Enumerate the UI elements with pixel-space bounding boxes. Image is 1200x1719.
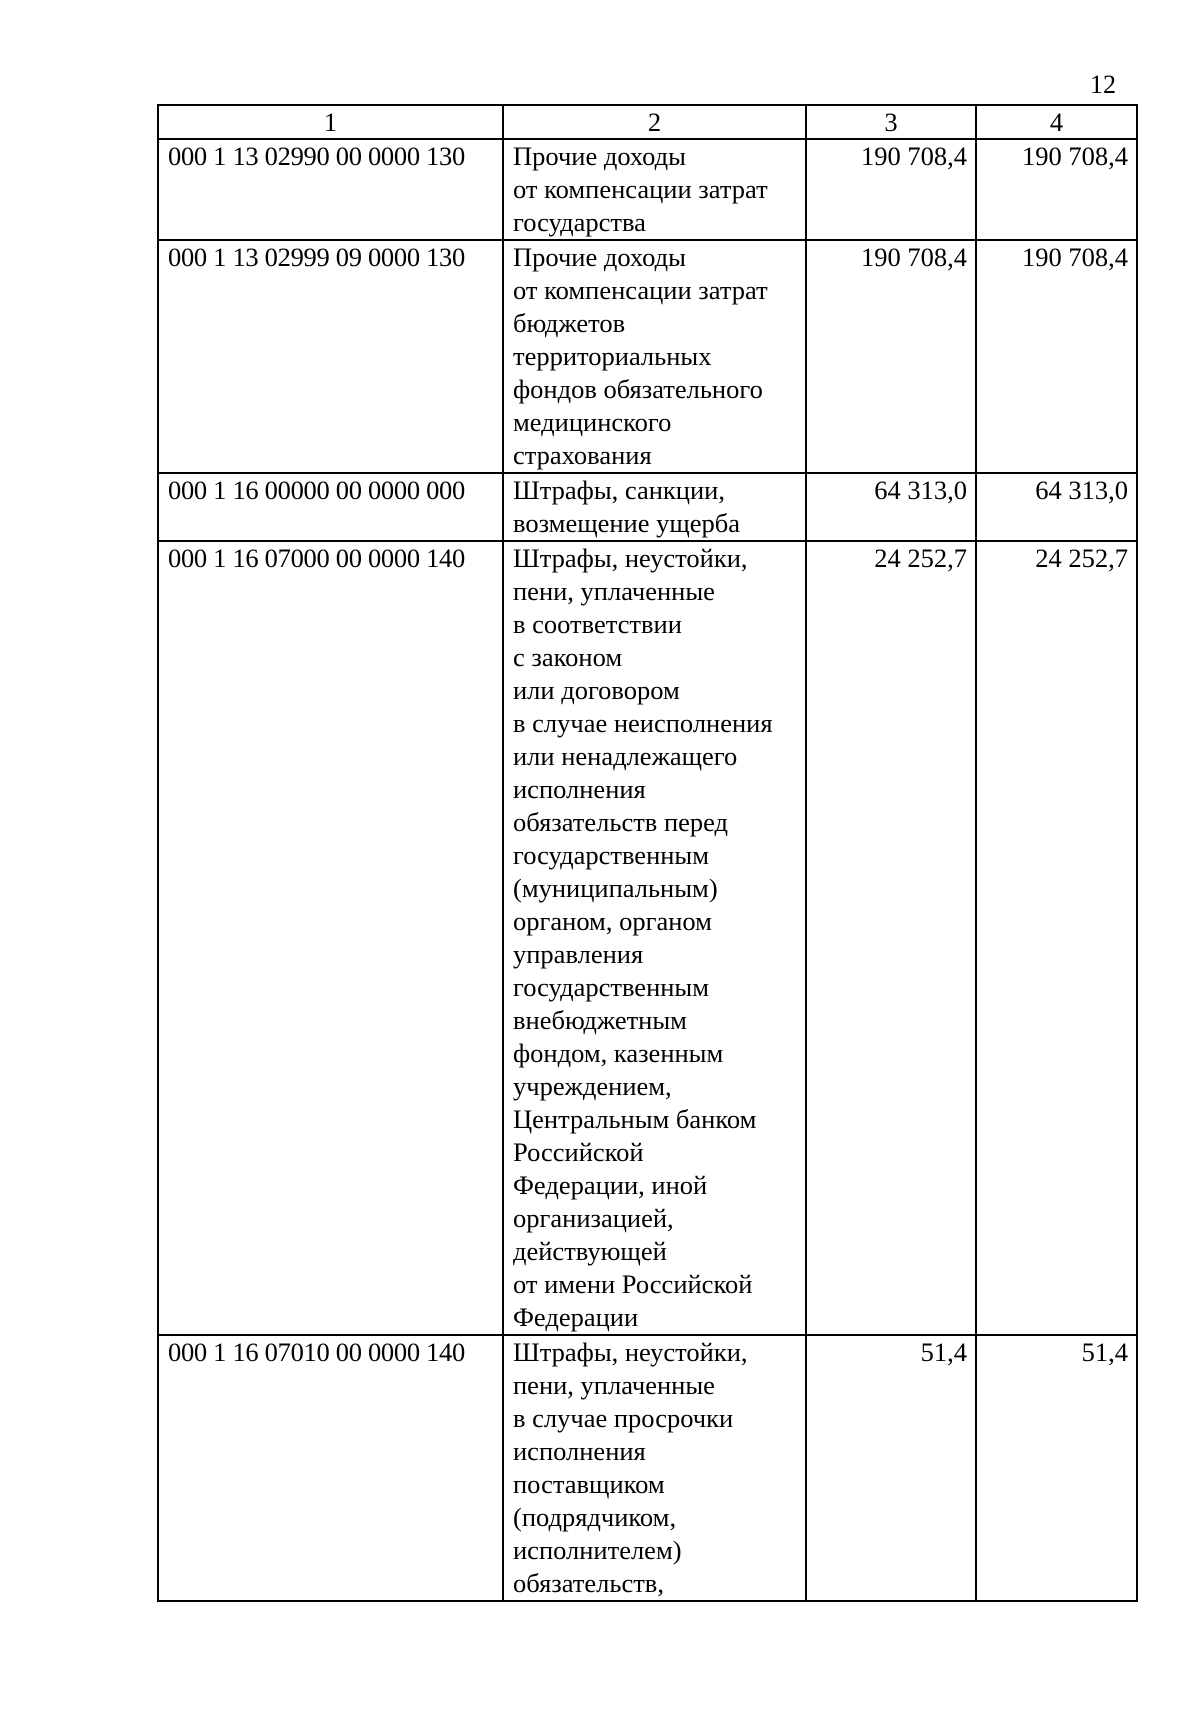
amount-col-4-cell: 24 252,7 [976,541,1137,1335]
page-number: 12 [1090,70,1116,99]
table-row [158,473,1137,541]
income-name-line: Прочие доходы [513,141,686,171]
income-name-line: Штрафы, неустойки, [513,1337,748,1367]
income-name-cell [503,473,806,541]
income-name-line: пени, уплаченные [513,576,715,606]
income-name-line: пени, уплаченные [513,1370,715,1400]
income-name-line: Федерации [513,1302,639,1332]
income-name-line: управления [513,939,644,969]
income-name-line: организацией, [513,1203,674,1233]
income-name-line: бюджетов [513,308,626,338]
income-name-line: органом, органом [513,906,712,936]
amount-col-4-cell: 190 708,4 [976,240,1137,473]
table-row [158,240,1137,473]
income-name-line: территориальных [513,341,712,371]
budget-code-cell: 000 1 16 07000 00 0000 140 [158,541,503,1335]
income-name-line: (муниципальным) [513,873,718,903]
amount-col-4-cell: 51,4 [976,1335,1137,1601]
income-name-line: обязательств перед [513,807,729,837]
amount-col-3-cell: 51,4 [806,1335,976,1601]
budget-code-cell: 000 1 16 07010 00 0000 140 [158,1335,503,1601]
income-name-line: Федерации, иной [513,1170,708,1200]
amount-col-4-cell: 190 708,4 [976,139,1137,240]
income-name-line: в случае неисполнения [513,708,773,738]
income-name-cell [503,240,806,473]
income-name-line: возмещение ущерба [513,508,741,538]
amount-col-4-cell: 64 313,0 [976,473,1137,541]
table-header [158,105,1137,139]
income-name-line: с законом [513,642,623,672]
income-name-line: обязательств, [513,1568,664,1598]
table-body [158,139,1137,1601]
income-name-line: или ненадлежащего [513,741,738,771]
income-name-cell [503,139,806,240]
header-col-1: 1 [158,105,503,139]
table-row [158,1335,1137,1601]
income-name-line: действующей [513,1236,667,1266]
income-name-line: от компенсации затрат [513,174,768,204]
income-name-line: страхования [513,440,652,470]
income-name-line: исполнения [513,1436,646,1466]
income-name-line: государственным [513,972,710,1002]
header-row [158,105,1137,139]
income-name-line: Центральным банком [513,1104,757,1134]
income-name-line: внебюджетным [513,1005,687,1035]
amount-col-3-cell: 24 252,7 [806,541,976,1335]
income-name-line: исполнителем) [513,1535,682,1565]
amount-col-3-cell: 190 708,4 [806,240,976,473]
income-name-line: учреждением, [513,1071,672,1101]
income-name-line: фондов обязательного [513,374,763,404]
income-name-line: исполнения [513,774,646,804]
budget-code-cell: 000 1 13 02990 00 0000 130 [158,139,503,240]
income-name-line: государственным [513,840,710,870]
income-name-line: Российской [513,1137,644,1167]
header-col-3: 3 [806,105,976,139]
table-row [158,139,1137,240]
budget-code-cell: 000 1 16 00000 00 0000 000 [158,473,503,541]
income-name-cell [503,541,806,1335]
amount-col-3-cell: 190 708,4 [806,139,976,240]
income-name-line: в случае просрочки [513,1403,734,1433]
income-name-line: поставщиком [513,1469,665,1499]
income-name-line: медицинского [513,407,672,437]
amount-col-3-cell: 64 313,0 [806,473,976,541]
income-name-line: Штрафы, санкции, [513,475,725,505]
income-name-line: государства [513,207,646,237]
income-name-line: от компенсации затрат [513,275,768,305]
income-name-line: фондом, казенным [513,1038,724,1068]
table-row [158,541,1137,1335]
header-col-4: 4 [976,105,1137,139]
income-name-line: (подрядчиком, [513,1502,677,1532]
income-name-line: или договором [513,675,680,705]
income-name-line: Штрафы, неустойки, [513,543,748,573]
budget-table [157,104,1138,1602]
budget-code-cell: 000 1 13 02999 09 0000 130 [158,240,503,473]
header-col-2: 2 [503,105,806,139]
income-name-line: в соответствии [513,609,682,639]
income-name-cell [503,1335,806,1601]
income-name-line: от имени Российской [513,1269,753,1299]
income-name-line: Прочие доходы [513,242,686,272]
